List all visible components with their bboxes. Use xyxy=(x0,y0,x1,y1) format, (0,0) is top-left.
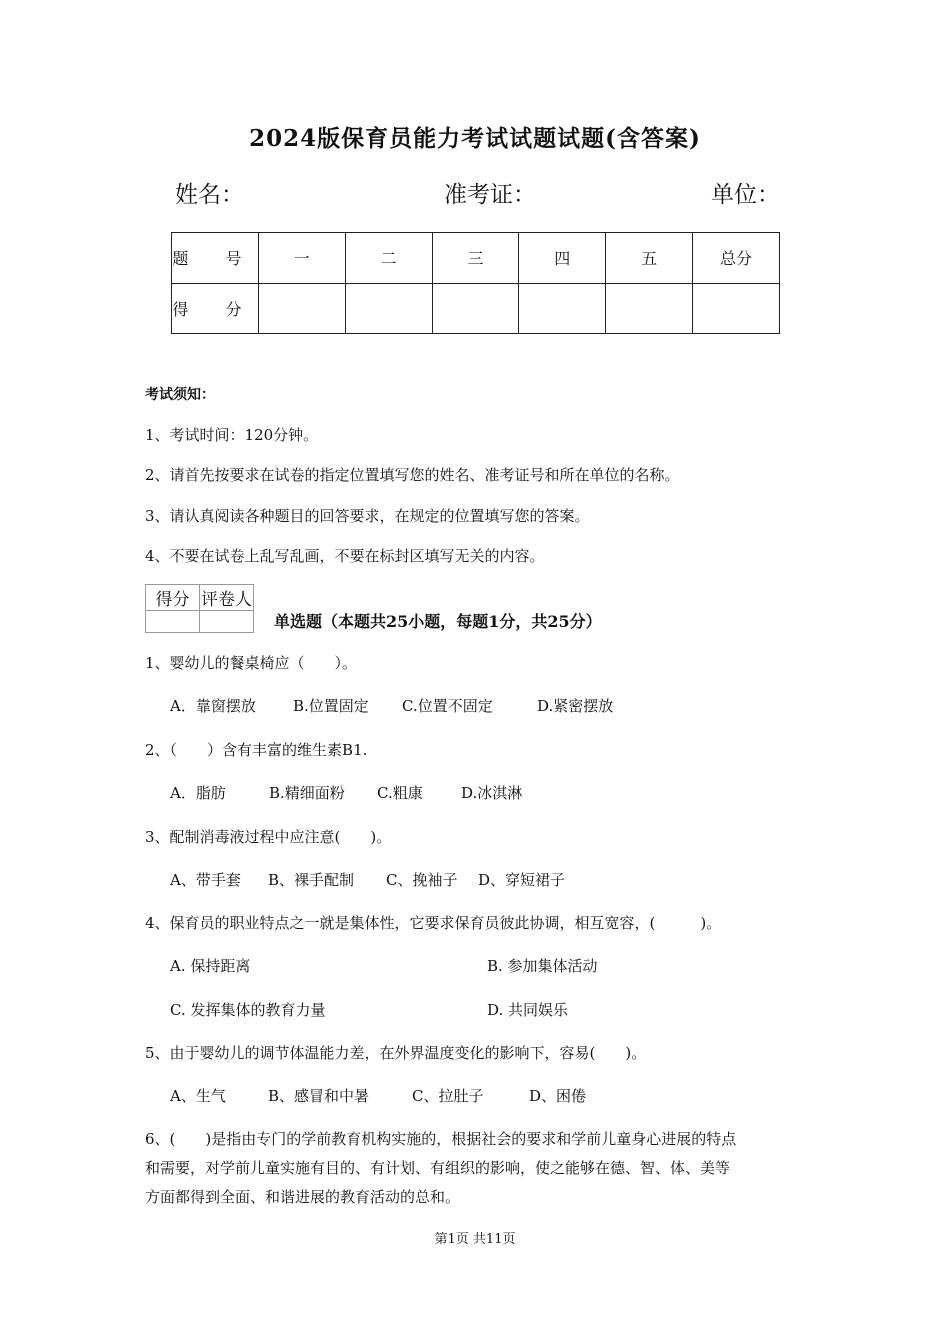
option-b: B.位置固定 xyxy=(293,697,369,715)
question-stem: 1、婴幼儿的餐桌椅应（ ）。 xyxy=(145,654,358,672)
option-c: C、拉肚子 xyxy=(412,1087,484,1105)
option-c: C. 发挥集体的教育力量 xyxy=(170,1001,326,1019)
unit-field-label: 单位： xyxy=(711,182,780,208)
score-table-cell: 四 xyxy=(519,233,606,284)
score-table-cell: 二 xyxy=(345,233,432,284)
page-footer: 第1页 共11页 xyxy=(434,1232,516,1247)
option-d: D.冰淇淋 xyxy=(461,784,523,802)
notice-item: 2、请首先按要求在试卷的指定位置填写您的姓名、准考证号和所在单位的名称。 xyxy=(145,466,680,484)
option-a: A、带手套 xyxy=(170,871,241,889)
score-table-score-row xyxy=(172,283,780,334)
name-field-label: 姓名： xyxy=(175,182,244,208)
score-input-cell[interactable] xyxy=(519,283,606,334)
option-c: C、挽袖子 xyxy=(386,871,458,889)
option-d: D.紧密摆放 xyxy=(537,697,614,715)
question-stem: 4、保育员的职业特点之一就是集体性，它要求保育员彼此协调，相互宽容，( )。 xyxy=(145,914,722,932)
notice-title: 考试须知： xyxy=(145,387,215,403)
score-table-cell: 五 xyxy=(606,233,693,284)
question-6-line: 6、( )是指由专门的学前教育机构实施的，根据社会的要求和学前儿童身心进展的特点 xyxy=(145,1130,737,1148)
score-input-cell[interactable] xyxy=(258,283,345,334)
score-table-cell: 得 分 xyxy=(172,283,259,334)
option-c: C.粗康 xyxy=(377,784,423,802)
notice-item: 1、考试时间：120分钟。 xyxy=(145,426,319,444)
section-title: 单选题（本题共25小题，每题1分，共25分） xyxy=(274,612,602,631)
question-6-line: 和需要，对学前儿童实施有目的、有计划、有组织的影响，使之能够在德、智、体、美等 xyxy=(145,1159,731,1177)
score-table-cell: 一 xyxy=(258,233,345,284)
grader-name-cell[interactable] xyxy=(200,611,254,633)
option-b: B. 参加集体活动 xyxy=(487,957,598,975)
option-d: D、穿短裙子 xyxy=(478,871,566,889)
option-a: A、生气 xyxy=(170,1087,226,1105)
score-input-cell[interactable] xyxy=(606,283,693,334)
question-6-line: 方面都得到全面、和谐进展的教育活动的总和。 xyxy=(145,1188,461,1206)
score-input-cell[interactable] xyxy=(432,283,519,334)
option-a: A. 保持距离 xyxy=(170,957,251,975)
option-d: D、困倦 xyxy=(529,1087,587,1105)
score-input-cell[interactable] xyxy=(693,283,780,334)
question-stem: 3、配制消毒液过程中应注意( )。 xyxy=(145,828,392,846)
option-b: B、裸手配制 xyxy=(268,871,355,889)
option-b: B、感冒和中暑 xyxy=(268,1087,370,1105)
option-d: D. 共同娱乐 xyxy=(487,1001,569,1019)
score-table-cell: 题 号 xyxy=(172,233,259,284)
grader-score-label: 得分 xyxy=(146,585,200,611)
option-a: A．脂肪 xyxy=(170,784,226,802)
score-table-cell: 总分 xyxy=(693,233,780,284)
question-stem: 5、由于婴幼儿的调节体温能力差，在外界温度变化的影响下，容易( )。 xyxy=(145,1044,647,1062)
notice-item: 4、不要在试卷上乱写乱画，不要在标封区填写无关的内容。 xyxy=(145,547,545,565)
option-a: A．靠窗摆放 xyxy=(170,697,256,715)
score-table xyxy=(171,232,780,334)
question-stem: 2、（ ）含有丰富的维生素B1. xyxy=(145,741,368,759)
grader-name-label: 评卷人 xyxy=(200,585,254,611)
option-b: B.精细面粉 xyxy=(269,784,345,802)
score-table-cell: 三 xyxy=(432,233,519,284)
page-title: 2024版保育员能力考试试题试题(含答案) xyxy=(249,125,701,152)
option-c: C.位置不固定 xyxy=(402,697,493,715)
exam-id-field-label: 准考证： xyxy=(444,182,536,208)
score-table-header-row xyxy=(172,233,780,284)
grader-score-cell[interactable] xyxy=(146,611,200,633)
notice-item: 3、请认真阅读各种题目的回答要求，在规定的位置填写您的答案。 xyxy=(145,507,590,525)
grader-box xyxy=(145,584,254,633)
score-input-cell[interactable] xyxy=(345,283,432,334)
